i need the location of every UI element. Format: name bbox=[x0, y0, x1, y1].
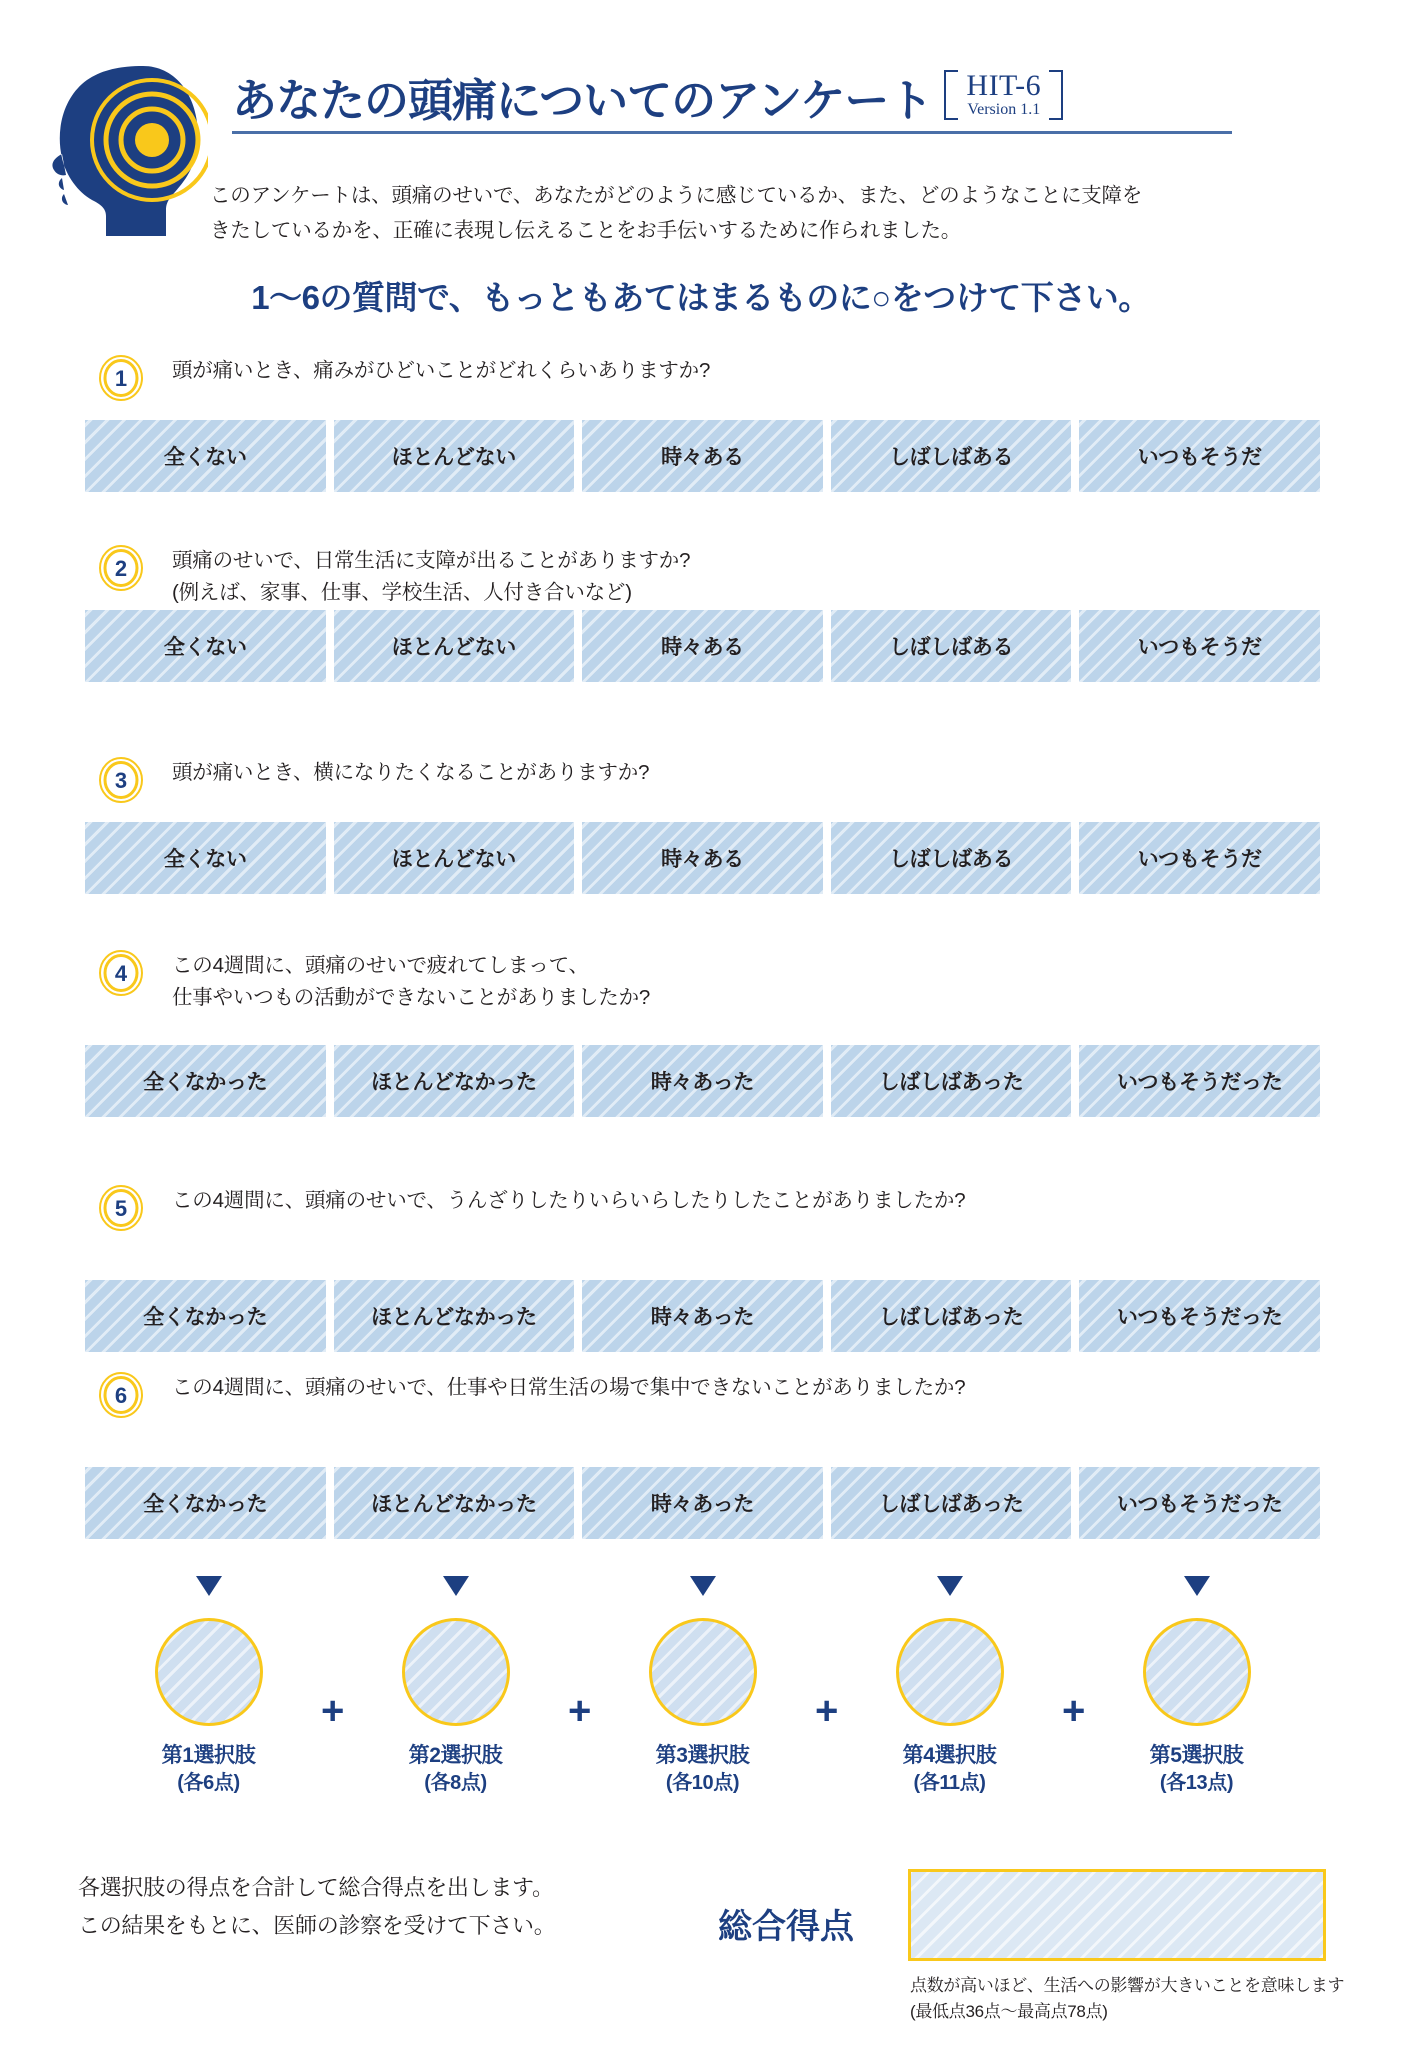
intro-text bbox=[210, 178, 1270, 249]
option-q5-3[interactable]: 時々あった bbox=[582, 1280, 823, 1352]
score-choice-5 bbox=[1073, 1618, 1320, 1797]
score-choice-4 bbox=[826, 1618, 1073, 1797]
option-q3-5[interactable]: いつもそうだ bbox=[1079, 822, 1320, 894]
question-line-1: この4週間に、頭痛のせいで疲れてしまって、 bbox=[172, 954, 589, 977]
arrow-cell-4 bbox=[826, 1576, 1073, 1610]
down-arrow-icon bbox=[196, 1576, 222, 1596]
question-block-1 bbox=[0, 355, 1402, 469]
question-header bbox=[0, 1372, 1402, 1408]
question-line-1: 頭痛のせいで、日常生活に支障が出ることがありますか? bbox=[172, 549, 691, 572]
question-text-5 bbox=[172, 1185, 1402, 1217]
total-score-input[interactable] bbox=[908, 1869, 1326, 1961]
answer-options-q2 bbox=[85, 610, 1320, 682]
question-number-badge-5 bbox=[98, 1185, 144, 1231]
option-q1-5[interactable]: いつもそうだ bbox=[1079, 420, 1320, 492]
option-q6-4[interactable]: しばしばあった bbox=[831, 1467, 1072, 1539]
option-q6-5[interactable]: いつもそうだった bbox=[1079, 1467, 1320, 1539]
svg-text:6: 6 bbox=[114, 1383, 128, 1408]
badge-instrument-name: HIT-6 bbox=[966, 69, 1042, 102]
option-q3-2[interactable]: ほとんどない bbox=[334, 822, 575, 894]
question-line-2: 仕事やいつもの活動ができないことがありましたか? bbox=[172, 985, 651, 1009]
svg-text:3: 3 bbox=[114, 768, 128, 793]
choice-points: (各6点) bbox=[177, 1772, 240, 1795]
score-entry-circle-4[interactable] bbox=[896, 1618, 1004, 1726]
question-block-4 bbox=[0, 950, 1402, 1094]
question-number-badge-1 bbox=[98, 355, 144, 401]
option-q3-4[interactable]: しばしばある bbox=[831, 822, 1072, 894]
answer-options-q1 bbox=[85, 420, 1320, 492]
question-text-1 bbox=[172, 355, 1402, 387]
score-choice-label-4 bbox=[903, 1742, 997, 1797]
total-hint-line-2: (最低点36点〜最高点78点) bbox=[910, 2002, 1108, 2022]
plus-icon: + bbox=[1062, 1688, 1086, 1733]
question-line-1: この4週間に、頭痛のせいで、うんざりしたりいらいらしたりしたことがありましたか? bbox=[172, 1189, 966, 1212]
arrow-row bbox=[85, 1576, 1320, 1610]
option-q6-1[interactable]: 全くなかった bbox=[85, 1467, 326, 1539]
score-circles-row bbox=[85, 1618, 1320, 1797]
intro-line-2: きたしているかを、正確に表現し伝えることをお手伝いするために作られました。 bbox=[210, 219, 962, 243]
option-q5-1[interactable]: 全くなかった bbox=[85, 1280, 326, 1352]
question-line-1: この4週間に、頭痛のせいで、仕事や日常生活の場で集中できないことがありましたか? bbox=[172, 1376, 966, 1399]
arrow-cell-1 bbox=[85, 1576, 332, 1610]
answer-options-q3 bbox=[85, 822, 1320, 894]
choice-name: 第1選択肢 bbox=[161, 1744, 256, 1767]
down-arrow-icon bbox=[1184, 1576, 1210, 1596]
choice-points: (各10点) bbox=[665, 1772, 740, 1795]
scoring-section bbox=[85, 1576, 1320, 1797]
option-q1-1[interactable]: 全くない bbox=[85, 420, 326, 492]
option-q3-1[interactable]: 全くない bbox=[85, 822, 326, 894]
answer-options-q5 bbox=[85, 1280, 1320, 1352]
arrow-cell-2 bbox=[332, 1576, 579, 1610]
question-header bbox=[0, 757, 1402, 793]
question-number-badge-4 bbox=[98, 950, 144, 996]
score-choice-3 bbox=[579, 1618, 826, 1797]
option-q5-5[interactable]: いつもそうだった bbox=[1079, 1280, 1320, 1352]
question-block-2 bbox=[0, 545, 1402, 659]
option-q5-2[interactable]: ほとんどなかった bbox=[334, 1280, 575, 1352]
down-arrow-icon bbox=[937, 1576, 963, 1596]
question-header bbox=[0, 545, 1402, 609]
choice-name: 第3選択肢 bbox=[655, 1744, 750, 1767]
question-header bbox=[0, 1185, 1402, 1221]
badge-version: Version 1.1 bbox=[967, 100, 1041, 118]
down-arrow-icon bbox=[443, 1576, 469, 1596]
option-q2-2[interactable]: ほとんどない bbox=[334, 610, 575, 682]
question-text-4 bbox=[172, 950, 1402, 1014]
svg-text:4: 4 bbox=[114, 961, 128, 986]
choice-name: 第2選択肢 bbox=[408, 1744, 503, 1767]
option-q2-3[interactable]: 時々ある bbox=[582, 610, 823, 682]
question-line-1: 頭が痛いとき、痛みがひどいことがどれくらいありますか? bbox=[172, 359, 711, 382]
head-pain-waves-icon bbox=[48, 58, 208, 238]
choice-points: (各11点) bbox=[913, 1772, 986, 1795]
option-q3-3[interactable]: 時々ある bbox=[582, 822, 823, 894]
title-block bbox=[232, 70, 1252, 134]
option-q5-4[interactable]: しばしばあった bbox=[831, 1280, 1072, 1352]
page-header bbox=[0, 0, 1402, 316]
score-choice-label-1 bbox=[162, 1742, 256, 1797]
choice-points: (各8点) bbox=[424, 1772, 487, 1795]
question-block-3 bbox=[0, 757, 1402, 871]
question-text-6 bbox=[172, 1372, 1402, 1404]
score-entry-circle-1[interactable] bbox=[155, 1618, 263, 1726]
page-title: あなたの頭痛についてのアンケート bbox=[232, 75, 933, 127]
plus-icon: + bbox=[815, 1688, 839, 1733]
svg-text:1: 1 bbox=[114, 366, 128, 391]
option-q2-1[interactable]: 全くない bbox=[85, 610, 326, 682]
score-choice-label-2 bbox=[409, 1742, 503, 1797]
question-header bbox=[0, 355, 1402, 391]
option-q4-1[interactable]: 全くなかった bbox=[85, 1045, 326, 1117]
plus-icon: + bbox=[321, 1688, 345, 1733]
option-q6-2[interactable]: ほとんどなかった bbox=[334, 1467, 575, 1539]
score-choice-2 bbox=[332, 1618, 579, 1797]
arrow-cell-3 bbox=[579, 1576, 826, 1610]
score-choice-label-5 bbox=[1150, 1742, 1244, 1797]
footer-note-line-1: 各選択肢の得点を合計して総合得点を出します。 bbox=[78, 1875, 554, 1900]
question-line-2: (例えば、家事、仕事、学校生活、人付き合いなど) bbox=[172, 580, 632, 604]
svg-text:5: 5 bbox=[114, 1196, 128, 1221]
question-header bbox=[0, 950, 1402, 1014]
question-line-1: 頭が痛いとき、横になりたくなることがありますか? bbox=[172, 761, 650, 784]
svg-text:2: 2 bbox=[114, 556, 128, 581]
option-q4-4[interactable]: しばしばあった bbox=[831, 1045, 1072, 1117]
footer-note bbox=[78, 1869, 555, 1945]
option-q4-3[interactable]: 時々あった bbox=[582, 1045, 823, 1117]
choice-name: 第4選択肢 bbox=[902, 1744, 997, 1767]
question-block-5 bbox=[0, 1185, 1402, 1329]
option-q6-3[interactable]: 時々あった bbox=[582, 1467, 823, 1539]
instruction-text: 1〜6の質問で、もっともあてはまるものに○をつけて下さい。 bbox=[251, 279, 1151, 316]
footer-note-line-2: この結果をもとに、医師の診察を受けて下さい。 bbox=[78, 1912, 556, 1938]
total-score-label: 総合得点 bbox=[718, 1908, 854, 1946]
title-divider bbox=[232, 131, 1232, 134]
question-number-badge-6 bbox=[98, 1372, 144, 1418]
score-choice-label-3 bbox=[656, 1742, 750, 1797]
question-block-6 bbox=[0, 1372, 1402, 1516]
option-q2-4[interactable]: しばしばある bbox=[831, 610, 1072, 682]
choice-points: (各13点) bbox=[1159, 1772, 1234, 1795]
intro-line-1: このアンケートは、頭痛のせいで、あなたがどのように感じているか、また、どのようなことに支障を bbox=[210, 184, 1143, 207]
question-text-3 bbox=[172, 757, 1402, 789]
option-q1-4[interactable]: しばしばある bbox=[831, 420, 1072, 492]
down-arrow-icon bbox=[690, 1576, 716, 1596]
choice-name: 第5選択肢 bbox=[1149, 1744, 1244, 1767]
plus-icon: + bbox=[568, 1688, 592, 1733]
total-score-hint bbox=[910, 1973, 1344, 2026]
score-entry-circle-2[interactable] bbox=[402, 1618, 510, 1726]
option-q4-2[interactable]: ほとんどなかった bbox=[334, 1045, 575, 1117]
question-number-badge-3 bbox=[98, 757, 144, 803]
option-q1-3[interactable]: 時々ある bbox=[582, 420, 823, 492]
option-q2-5[interactable]: いつもそうだ bbox=[1079, 610, 1320, 682]
score-entry-circle-3[interactable] bbox=[649, 1618, 757, 1726]
question-number-badge-2 bbox=[98, 545, 144, 591]
answer-options-q4 bbox=[85, 1045, 1320, 1117]
answer-options-q6 bbox=[85, 1467, 1320, 1539]
arrow-cell-5 bbox=[1073, 1576, 1320, 1610]
score-choice-1 bbox=[85, 1618, 332, 1797]
score-entry-circle-5[interactable] bbox=[1143, 1618, 1251, 1726]
question-text-2 bbox=[172, 545, 1402, 609]
option-q4-5[interactable]: いつもそうだった bbox=[1079, 1045, 1320, 1117]
total-hint-line-1: 点数が高いほど、生活への影響が大きいことを意味します bbox=[910, 1976, 1345, 1995]
option-q1-2[interactable]: ほとんどない bbox=[334, 420, 575, 492]
version-badge bbox=[944, 70, 1063, 120]
